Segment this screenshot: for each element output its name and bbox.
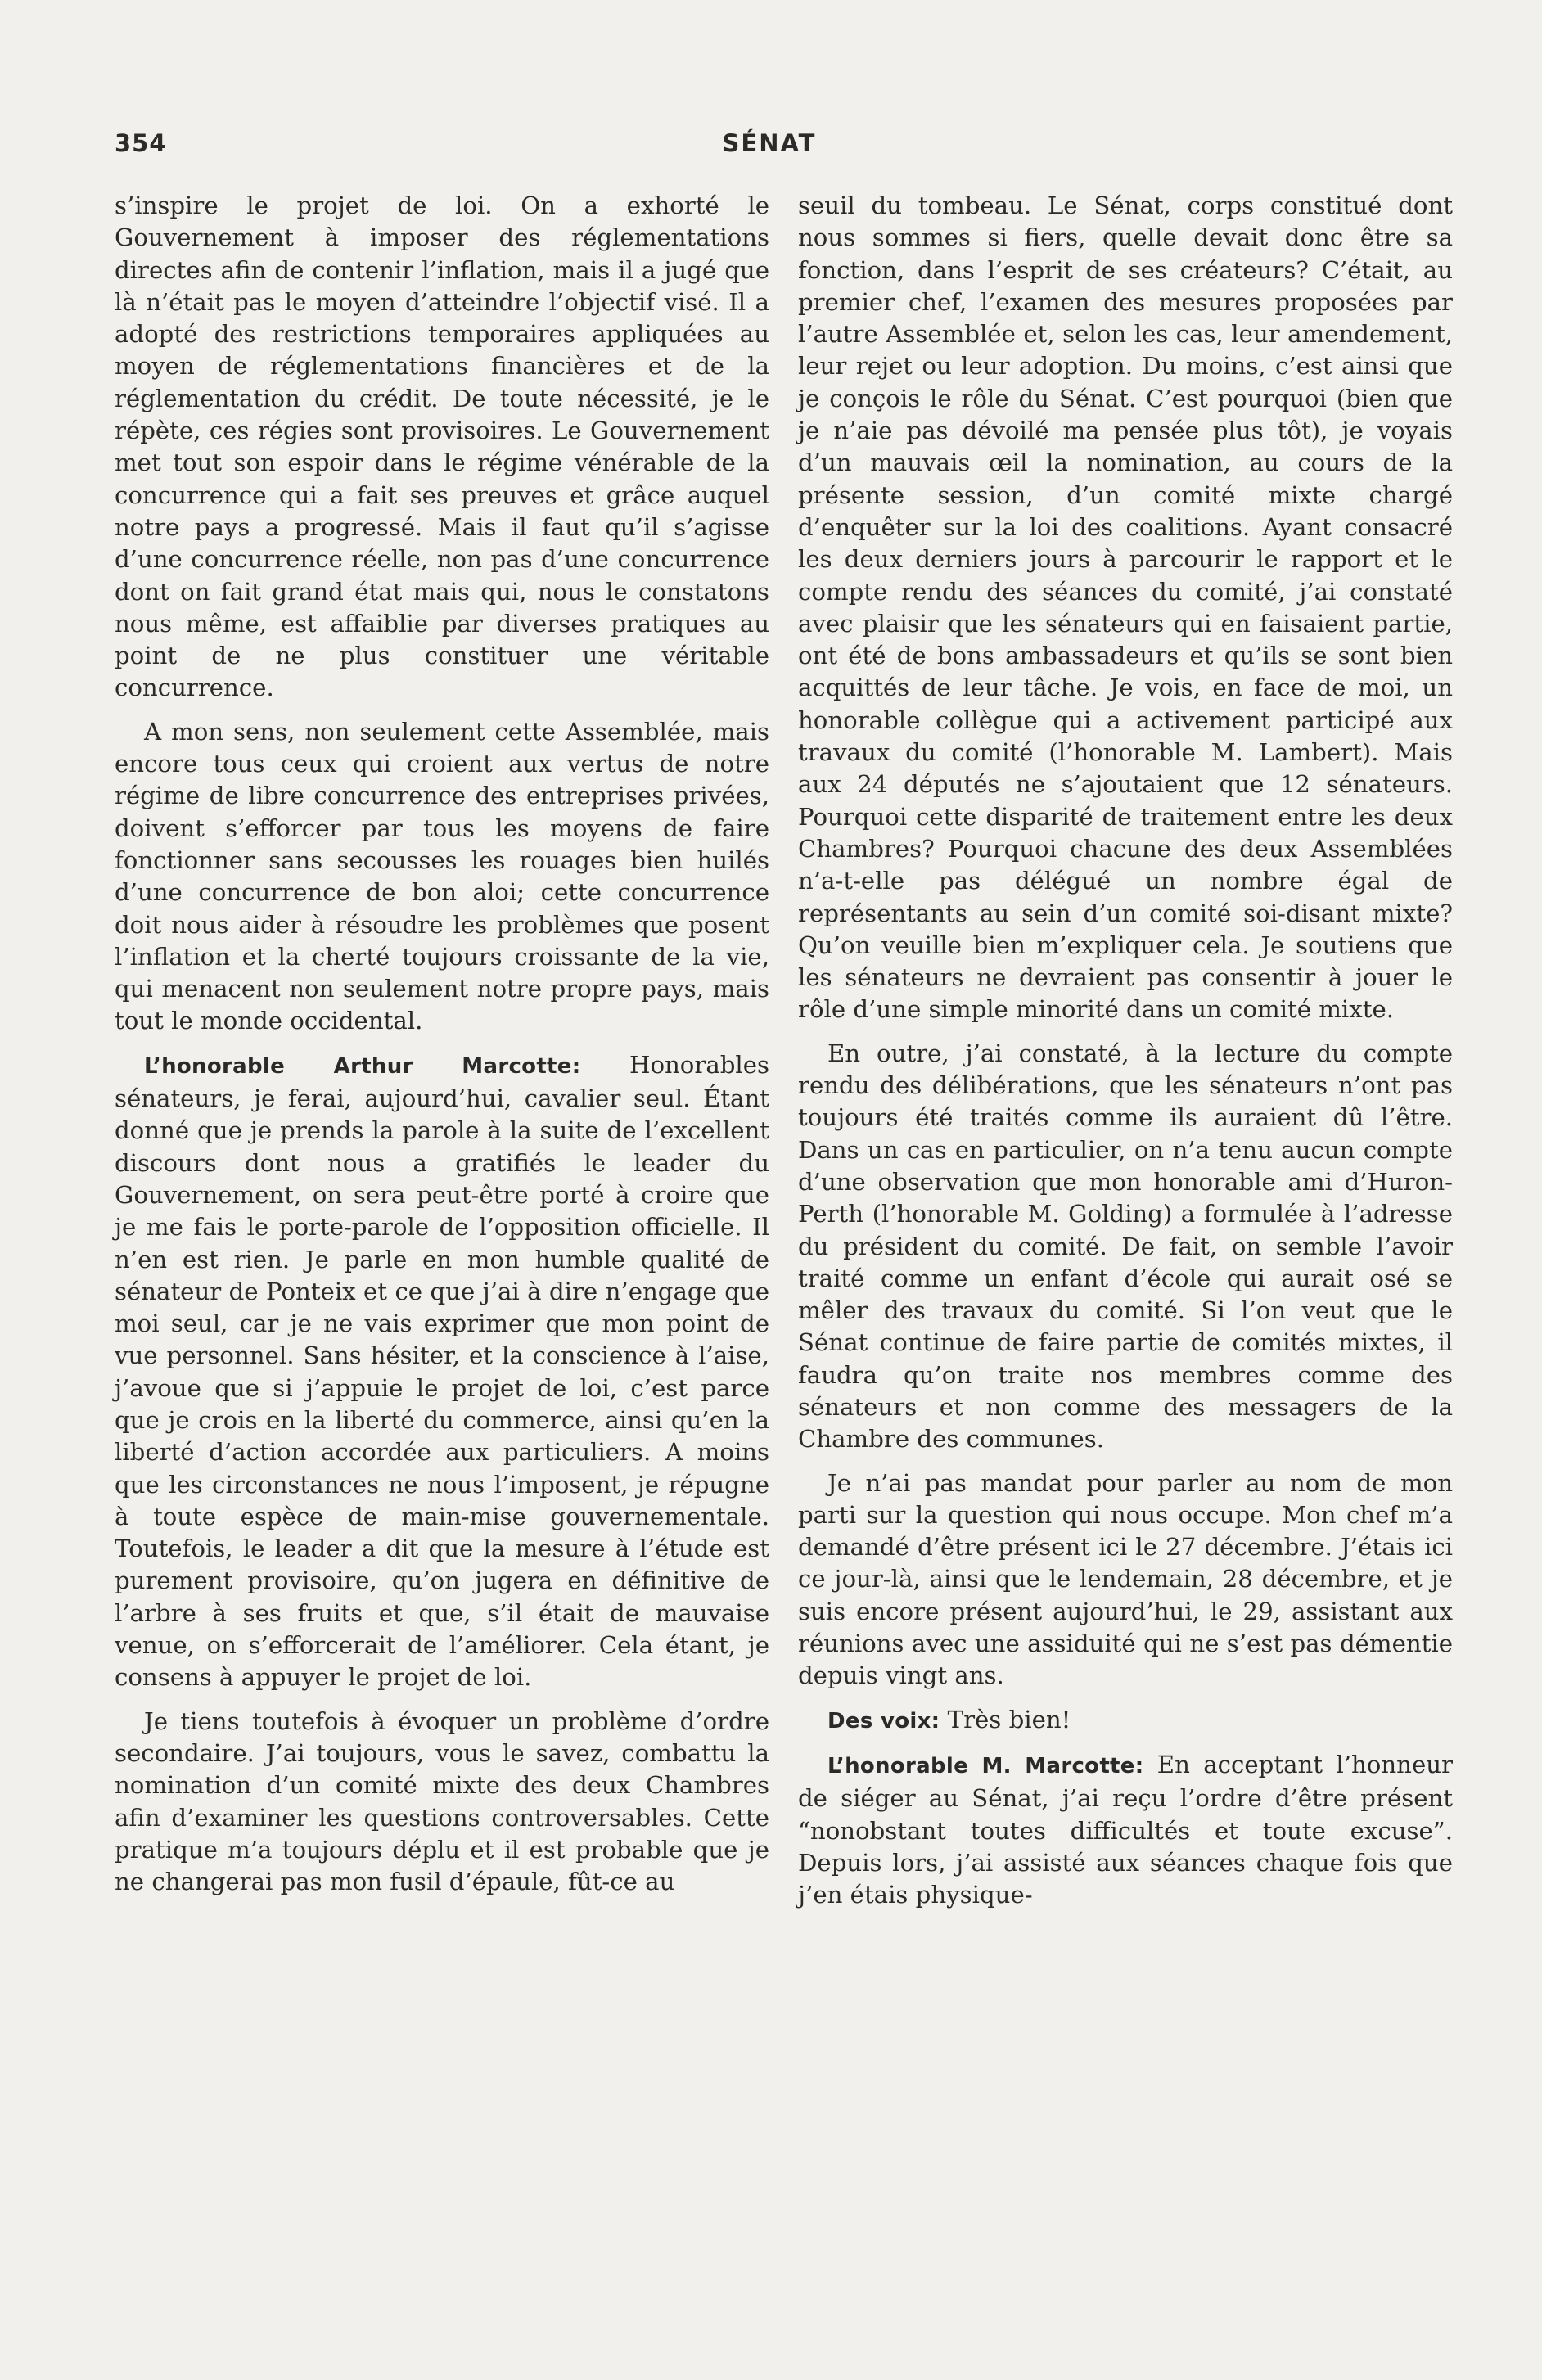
paragraph: A mon sens, non seulement cette Assemblée, mais encore tous ceux qui croient aux vertus de notre régime de libre concurrence des entreprises privées, doivent s’efforcer par tous les moyens de faire fonctionner sans secousses les rouages bien huilés d’une concurrence de bon aloi; cette concurrence doit nous aider à résoudre les problèmes que posent l’inflation et la cherté toujours croissante de la vie, qui menacent non seulement notre propre pays, mais tout le monde occidental. [115, 717, 769, 1035]
page-header [115, 129, 1424, 170]
paragraph: s’inspire le projet de loi. On a exhorté le Gouvernement à imposer des réglementations directes afin de contenir l’inflation, mais il a jugé que là n’était pas le moyen d’atteindre l’objectif visé. Il a adopté des restrictions temporaires appliquées au moyen de réglementations financières et de la réglementation du crédit. De toute nécessité, je le répète, ces régies sont provisoires. Le Gouvernement met tout son espoir dans le régime vénérable de la concurrence qui a fait ses preuves et grâce auquel notre pays a progressé. Mais il faut qu’il s’agisse d’une concurrence réelle, non pas d’une concurrence dont on fait grand état mais qui, nous le constatons nous même, est affaiblie par diverses pratiques au point de ne plus constituer une véritable concurrence. [115, 192, 769, 702]
speech-text: Très bien! [947, 1705, 1071, 1733]
speech-text: Honorables sénateurs, je ferai, aujourd’hui, cavalier seul. Étant donné que je prends la parole à la suite de l’excellent discours dont nous a gratifiés le leader du Gouvernement, on sera peut-être porté à croire que je me fais le porte-parole de l’opposition officielle. Il n’en est rien. Je parle en mon humble qualité de sénateur de Ponteix et ce que j’ai à dire n’engage que moi seul, car je ne vais exprimer que mon point de vue personnel. Sans hésiter, et la conscience à l’aise, j’avoue que si j’appuie le projet de loi, c’est parce que je crois en la liberté du commerce, ainsi qu’en la liberté d’action accordée aux particuliers. A moins que les circonstances ne nous l’imposent, je répugne à toute espèce de main-mise gouvernementale. Toutefois, le leader a dit que la mesure à l’étude est purement provisoire, qu’on jugera en définitive de l’arbre à ses fruits et que, s’il était de mauvaise venue, on s’efforcerait de l’améliorer. Cela étant, je consens à appuyer le projet de loi. [115, 1050, 770, 1692]
speech-paragraph [798, 1704, 1453, 1738]
paragraph: Je n’ai pas mandat pour parler au nom de mon parti sur la question qui nous occupe. Mon chef m’a demandé d’être présent ici le 27 décembre. J’étais ici ce jour-là, ainsi que le lendemain, 28 décembre, et je suis encore présent aujourd’hui, le 29, assistant aux réunions avec une assiduité qui ne s’est pas démentie depuis vingt ans. [798, 1468, 1453, 1690]
paragraph: En outre, j’ai constaté, à la lecture du compte rendu des délibérations, que les sénateurs n’ont pas toujours été traités comme ils auraient dû l’être. Dans un cas en particulier, on n’a tenu aucun compte d’une observation que mon honorable ami d’Huron-Perth (l’honorable M. Golding) a formulée à l’adresse du président du comité. De fait, on semble l’avoir traité comme un enfant d’école qui aurait osé se mêler des travaux du comité. Si l’on veut que le Sénat continue de faire partie de comités mixtes, il faudra qu’on traite nos membres comme des sénateurs et non comme des messagers de la Chambre des communes. [798, 1039, 1453, 1454]
running-head: SÉNAT [722, 129, 817, 157]
speaker-name: L’honorable M. Marcotte: [827, 1753, 1144, 1778]
paragraph: Je tiens toutefois à évoquer un problème d’ordre secondaire. J’ai toujours, vous le savez, combattu la nomination d’un comité mixte des deux Chambres afin d’examiner les questions controversables. Cette pratique m’a toujours déplu et il est probable que je ne changerai pas mon fusil d’épaule, fût-ce au [115, 1706, 769, 1896]
speech-paragraph [798, 1749, 1453, 1911]
speaker-name: Des voix: [827, 1708, 940, 1733]
paragraph: seuil du tombeau. Le Sénat, corps constitué dont nous sommes si fiers, quelle devait donc être sa fonction, dans l’esprit de ses créateurs? C’était, au premier chef, l’examen des mesures proposées par l’autre Assemblée et, selon les cas, leur amendement, leur rejet ou leur adoption. Du moins, c’est ainsi que je conçois le rôle du Sénat. C’est pourquoi (bien que je n’aie pas dévoilé ma pensée plus tôt), je voyais d’un mauvais œil la nomination, au cours de la présente session, d’un comité mixte chargé d’enquêter sur la loi des coalitions. Ayant consacré les deux derniers jours à parcourir le rapport et le compte rendu des séances du comité, j’ai constaté avec plaisir que les sénateurs qui en faisaient partie, ont été de bons ambassadeurs et qu’ils se sont bien acquittés de leur tâche. Je vois, en face de moi, un honorable collègue qui a activement participé aux travaux du comité (l’honorable M. Lambert). Mais aux 24 députés ne s’ajoutaient que 12 sénateurs. Pourquoi cette disparité de traitement entre les deux Chambres? Pourquoi chacune des deux Assemblées n’a-t-elle pas délégué un nombre égal de représentants au sein d’un comité soi-disant mixte? Qu’on veuille bien m’expliquer cela. Je soutiens que les sénateurs ne devraient pas consentir à jouer le rôle d’une simple minorité dans un comité mixte. [798, 192, 1453, 1024]
speaker-name: L’honorable Arthur Marcotte: [144, 1053, 581, 1079]
left-column [115, 190, 769, 1909]
page-number: 354 [115, 129, 167, 157]
right-column [798, 190, 1453, 1922]
speech-paragraph [115, 1049, 769, 1694]
speech-text: En acceptant l’honneur de siéger au Sénat, j’ai reçu l’ordre d’être présent “nonobstant toutes difficultés et toute excuse”. Depuis lors, j’ai assisté aux séances chaque fois que j’en étais physique- [798, 1750, 1453, 1909]
